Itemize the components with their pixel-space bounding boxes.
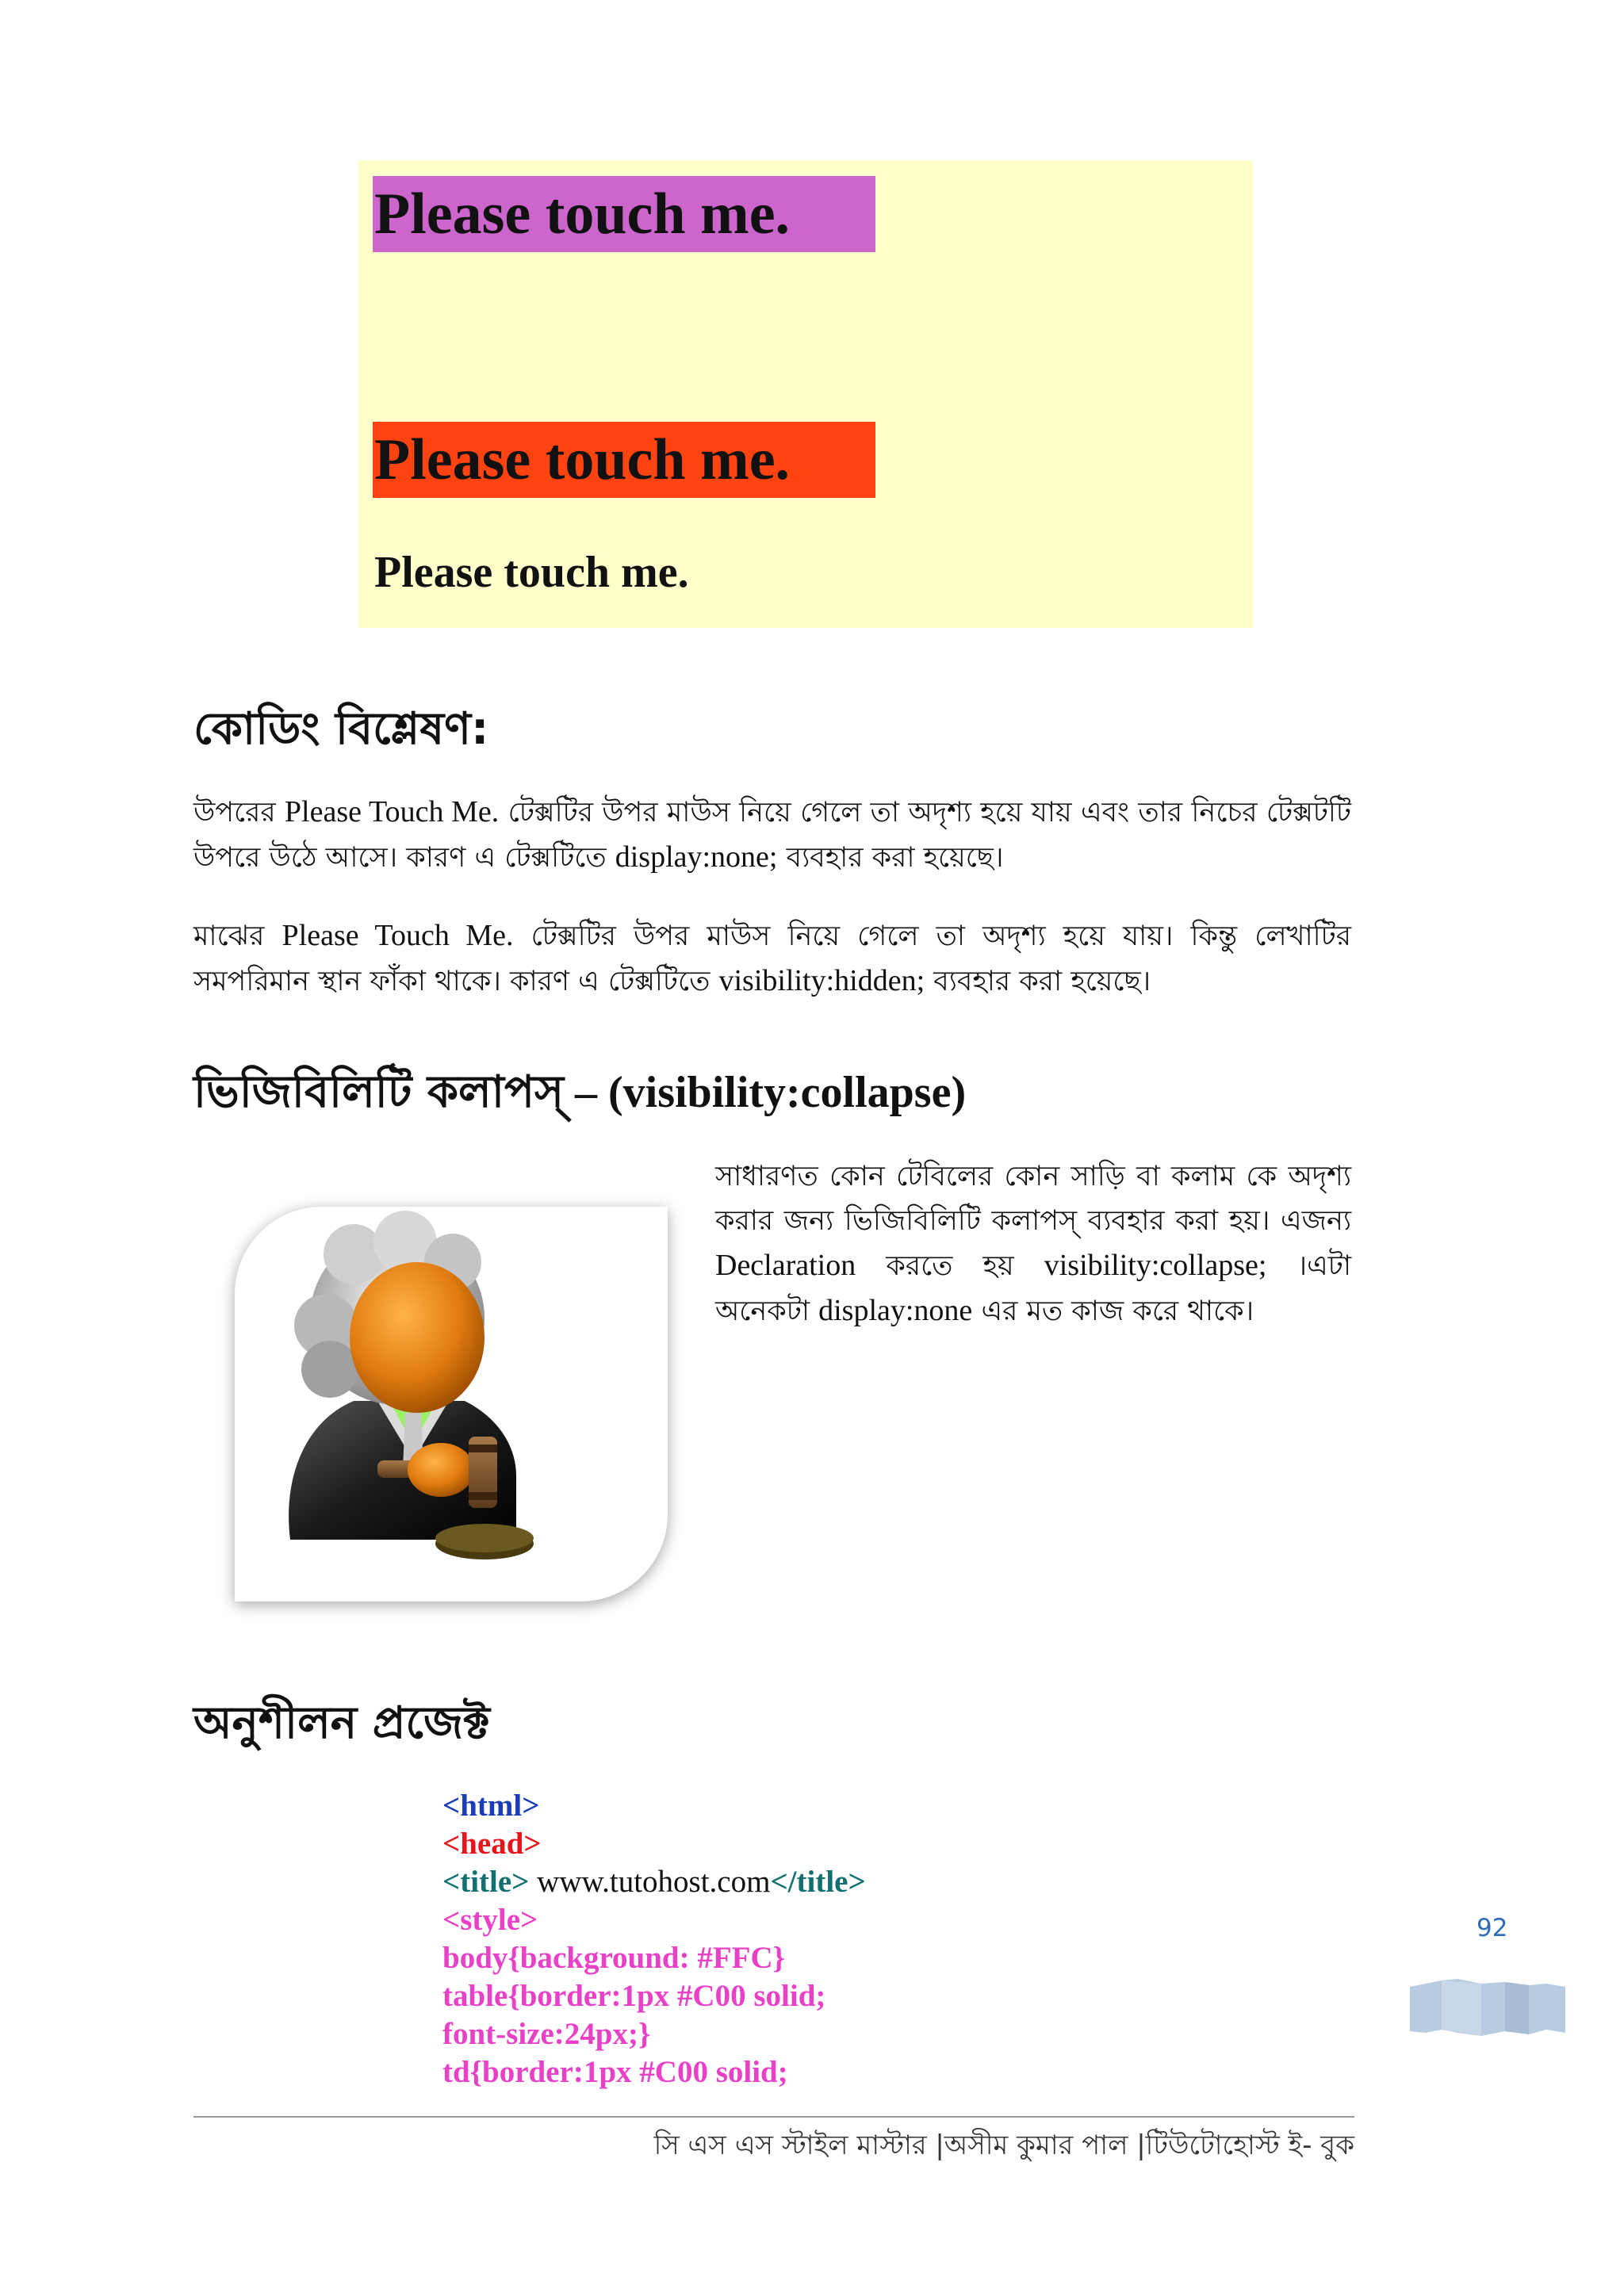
page-number: 92 [1477, 1914, 1508, 1942]
code-line: <html> [442, 1789, 540, 1823]
latin-segment: display:none; [615, 840, 778, 874]
code-listing [442, 1787, 866, 2091]
judge-image-frame [235, 1207, 668, 1601]
paragraph-visibility-collapse [715, 1154, 1351, 1334]
latin-segment: Declaration [715, 1249, 856, 1282]
corner-ribbon-icon [1410, 1977, 1565, 2041]
code-line: body{background: #FFC} [442, 1941, 786, 1975]
heading-latin-part: – (visibility:collapse) [564, 1068, 967, 1117]
heading-visibility-collapse [193, 1058, 966, 1132]
text-segment: এর মত কাজ করে থাকে। [972, 1295, 1254, 1327]
latin-segment: visibility:hidden; [718, 964, 925, 997]
text-segment: উপরের [193, 797, 285, 828]
heading-practice-project: অনুশীলন প্রজেক্ট [193, 1697, 490, 1749]
footer-divider [193, 2116, 1354, 2118]
text-segment: টেক্সটির উপর মাউস নিয়ে গেলে তা অদৃশ্য হয়ে যায় এবং তার নিচের টেক্সটটি উপরে উঠে আসে। কারণ এ টেক্সটিতে [193, 797, 1351, 874]
text-segment: ব্যবহার করা হয়েছে। [925, 966, 1151, 997]
heading-bn-part: ভিজিবিলিটি কলাপস্ [193, 1066, 564, 1118]
paragraph-display-none [193, 790, 1351, 880]
code-text: www.tutohost.com [529, 1865, 771, 1899]
code-tag: </title> [770, 1865, 866, 1899]
touch-text-display-none[interactable]: Please touch me. [373, 176, 875, 252]
text-segment: করতে হয় [856, 1250, 1044, 1282]
latin-segment: display:none [818, 1294, 973, 1327]
code-tag: <title> [442, 1865, 530, 1899]
text-segment: মাঝের [193, 920, 282, 952]
touch-text-visibility-hidden[interactable]: Please touch me. [373, 422, 875, 498]
code-line: <head> [442, 1827, 542, 1861]
latin-segment: Please Touch Me. [284, 795, 500, 828]
paragraph-visibility-hidden [193, 913, 1351, 1004]
text-segment: ব্যবহার করা হয়েছে। [777, 842, 1004, 874]
footer-text: সি এস এস স্টাইল মাস্টার |অসীম কুমার পাল |টিউটোহোস্ট ই- বুক [653, 2130, 1354, 2161]
text-segment: টেক্সটির উপর মাউস নিয়ে গেলে তা অদৃশ্য হয়ে যায়। কিন্তু লেখাটির সমপরিমান স্থান ফাঁকা থাকে। কারণ এ টেক্সটিতে [193, 920, 1351, 997]
touch-text-plain: Please touch me. [374, 548, 689, 597]
text-segment: ।এটা অনেকটা [715, 1250, 1351, 1327]
demo-output-box [358, 160, 1253, 628]
code-line: <style> [442, 1903, 538, 1937]
text-segment: সাধারণত কোন টেবিলের কোন সাড়ি বা কলাম কে অদৃশ্য করার জন্য ভিজিবিলিটি কলাপস্ ব্যবহার করা হয়। এজন্য [715, 1161, 1351, 1237]
judge-with-gavel-icon [235, 1207, 668, 1601]
latin-segment: visibility:collapse; [1044, 1249, 1267, 1282]
heading-coding-analysis: কোডিং বিশ্লেষণ: [193, 703, 489, 755]
latin-segment: Please Touch Me. [282, 919, 514, 952]
code-line: font-size:24px;} [442, 2017, 651, 2051]
code-line: td{border:1px #C00 solid; [442, 2055, 788, 2089]
code-line: table{border:1px #C00 solid; [442, 1979, 826, 2013]
code-line [442, 1863, 866, 1901]
